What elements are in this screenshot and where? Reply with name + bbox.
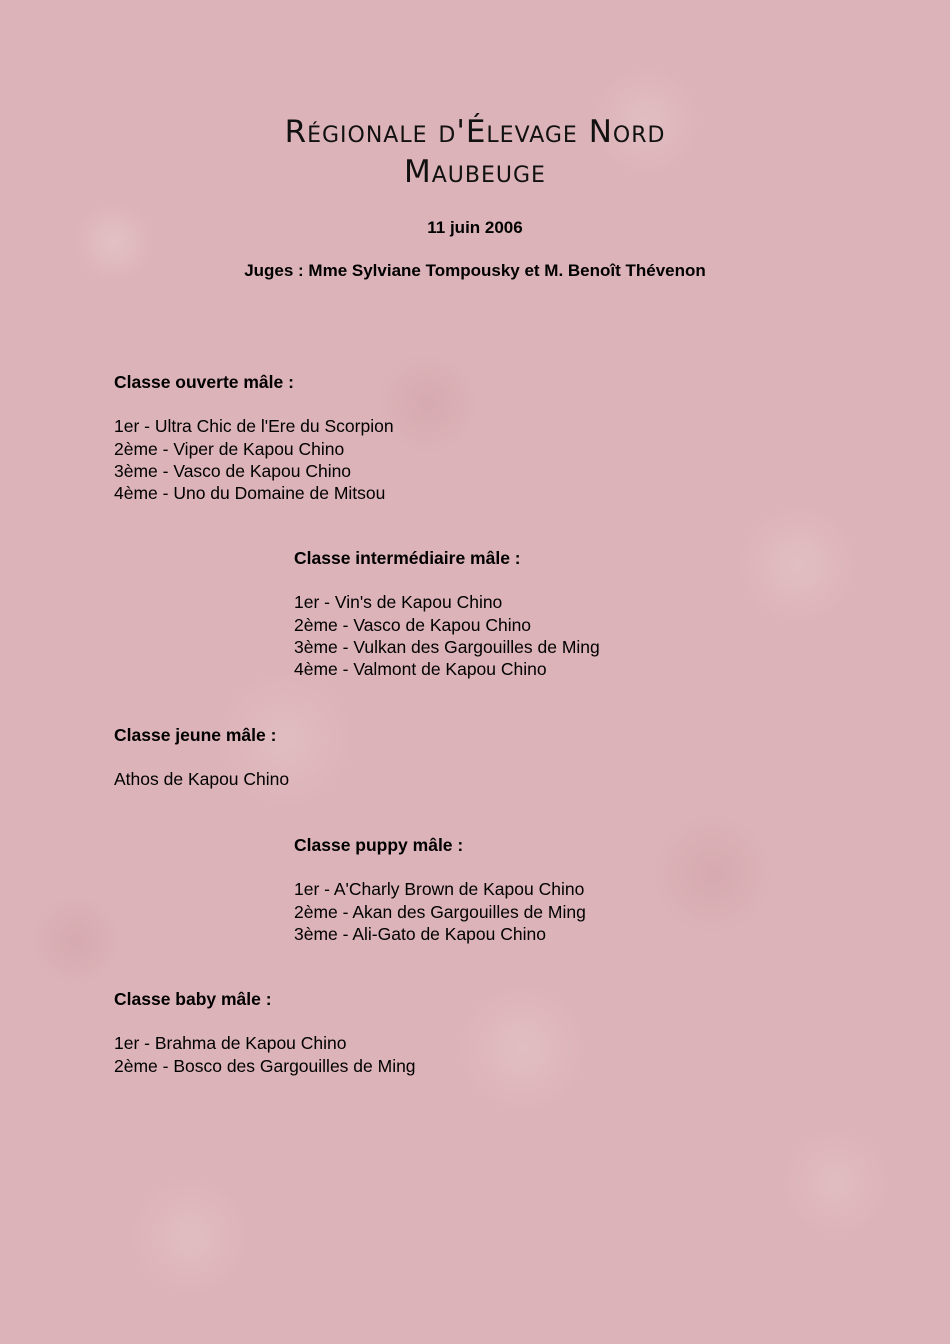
- event-date: 11 juin 2006: [427, 218, 523, 237]
- result-entry: 3ème - Vasco de Kapou Chino: [114, 460, 352, 481]
- section-classe-baby-male: [114, 988, 416, 1077]
- results-list: [114, 1032, 416, 1077]
- result-entry: 1er - Brahma de Kapou Chino: [114, 1033, 347, 1054]
- section-classe-puppy-male: [294, 834, 586, 945]
- results-list: [294, 878, 586, 945]
- section-heading: Classe baby mâle :: [114, 989, 272, 1009]
- result-entry: 3ème - Ali-Gato de Kapou Chino: [294, 923, 546, 944]
- section-heading: Classe intermédiaire mâle :: [294, 548, 521, 568]
- result-entry: 2ème - Vasco de Kapou Chino: [294, 614, 532, 635]
- judges-line: Juges : Mme Sylviane Tompousky et M. Benoît Thévenon: [244, 261, 706, 280]
- result-entry: 2ème - Akan des Gargouilles de Ming: [294, 901, 586, 922]
- section-heading: Classe puppy mâle :: [294, 835, 464, 855]
- document-subtitle-location: Maubeuge: [404, 154, 546, 190]
- results-list: [114, 415, 394, 504]
- section-classe-intermediaire-male: [294, 547, 600, 680]
- result-entry: 3ème - Vulkan des Gargouilles de Ming: [294, 636, 600, 657]
- result-entry: 1er - Ultra Chic de l'Ere du Scorpion: [114, 416, 394, 437]
- result-entry: 4ème - Valmont de Kapou Chino: [294, 659, 547, 680]
- section-classe-jeune-male: [114, 724, 289, 791]
- result-entry: 2ème - Bosco des Gargouilles de Ming: [114, 1055, 416, 1076]
- result-entry: 2ème - Viper de Kapou Chino: [114, 438, 345, 459]
- section-classe-ouverte-male: [114, 371, 394, 504]
- section-heading: Classe jeune mâle :: [114, 725, 277, 745]
- section-heading: Classe ouverte mâle :: [114, 372, 294, 392]
- result-entry: 1er - Vin's de Kapou Chino: [294, 592, 503, 613]
- results-list: [114, 768, 289, 790]
- result-entry: 1er - A'Charly Brown de Kapou Chino: [294, 879, 585, 900]
- result-entry: Athos de Kapou Chino: [114, 769, 290, 790]
- results-list: [294, 591, 600, 680]
- document-title: Régionale d'Élevage Nord: [284, 114, 666, 150]
- result-entry: 4ème - Uno du Domaine de Mitsou: [114, 483, 386, 504]
